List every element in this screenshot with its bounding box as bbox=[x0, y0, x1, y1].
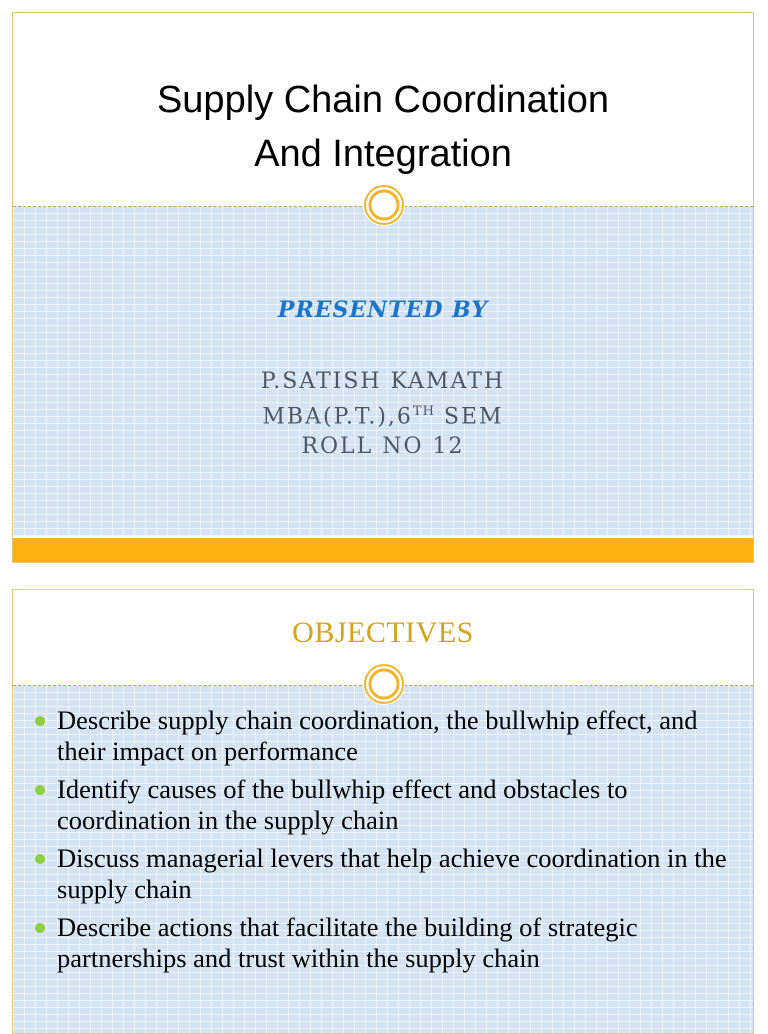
program-superscript: TH bbox=[412, 404, 435, 419]
author-roll: ROLL NO 12 bbox=[301, 434, 465, 460]
author-block bbox=[13, 367, 753, 462]
bullet-dot-icon bbox=[35, 854, 45, 864]
list-item-text: Discuss managerial levers that help achieve coordination in the supply chain bbox=[57, 843, 727, 904]
title-line-2: And Integration bbox=[254, 133, 512, 175]
accent-bar bbox=[13, 538, 753, 563]
ring-icon bbox=[363, 184, 405, 226]
program-prefix: MBA(P.T.),6 bbox=[262, 404, 413, 430]
list-item-text: Describe supply chain coordination, the bullwhip effect, and their impact on performance bbox=[57, 705, 698, 766]
bullet-dot-icon bbox=[35, 923, 45, 933]
list-item-text: Describe actions that facilitate the building of strategic partnerships and trust within the supply chain bbox=[57, 912, 638, 973]
title-slide bbox=[12, 12, 754, 563]
slide-title bbox=[13, 73, 753, 181]
list-item bbox=[33, 774, 749, 836]
title-line-1: Supply Chain Coordination bbox=[156, 79, 610, 121]
bullet-dot-icon bbox=[35, 785, 45, 795]
author-name: P.SATISH KAMATH bbox=[260, 369, 506, 394]
objectives-list bbox=[33, 705, 749, 981]
list-item bbox=[33, 705, 749, 767]
list-item-text: Identify causes of the bullwhip effect and obstacles to coordination in the supply chain bbox=[57, 774, 628, 835]
list-item bbox=[33, 843, 749, 905]
presented-by-label: PRESENTED BY bbox=[277, 297, 489, 323]
author-program bbox=[13, 397, 753, 432]
ring-icon bbox=[363, 663, 405, 705]
list-item bbox=[33, 912, 749, 974]
program-suffix: SEM bbox=[434, 404, 504, 430]
bullet-dot-icon bbox=[35, 716, 45, 726]
objectives-heading: OBJECTIVES bbox=[292, 616, 474, 649]
objectives-slide bbox=[12, 589, 754, 1034]
